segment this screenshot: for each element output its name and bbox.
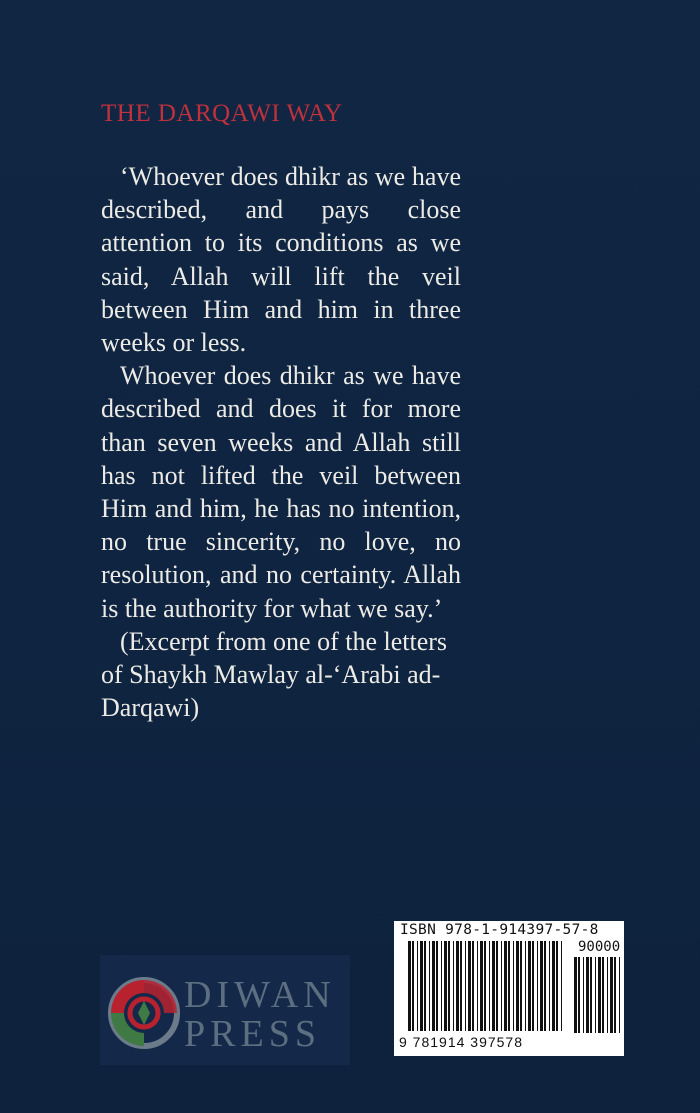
ean-bar-3 [420,941,423,1031]
ean-bar-29 [525,941,526,1031]
ean-bar-0 [408,941,411,1031]
diwan-press-emblem-icon [106,975,182,1051]
addon-bar-10 [614,957,616,1033]
ean-bar-11 [453,941,454,1031]
ean-bar-30 [528,941,531,1031]
emblem-red-segment [111,980,144,1013]
emblem-diamond [138,1001,150,1025]
ean-bar-16 [472,941,474,1031]
ean-bar-15 [468,941,471,1031]
ean-bar-33 [540,941,543,1031]
price-code: 90000 [578,939,621,955]
ean-bar-19 [484,941,486,1031]
addon-bar-9 [610,957,613,1033]
ean-bar-12 [456,941,459,1031]
addon-bar-1 [578,957,580,1033]
isbn-barcode [394,921,624,1056]
ean-bar-9 [444,941,447,1031]
ean-bar-24 [504,941,507,1031]
ean-bar-4 [424,941,426,1031]
ean-bar-6 [432,941,435,1031]
ean-bar-27 [516,941,519,1031]
ean-bar-26 [513,941,514,1031]
isbn-label: ISBN 978-1-914397-57-8 [400,922,599,938]
ean-bar-32 [537,941,538,1031]
addon-bar-11 [619,957,620,1033]
publisher-name-line1: DIWAN [184,974,336,1016]
ean-bar-37 [556,941,558,1031]
publisher-name-line2: PRESS [184,1013,321,1055]
ean-bar-2 [417,941,418,1031]
ean-bar-25 [508,941,510,1031]
ean-bar-36 [552,941,555,1031]
ean-bar-10 [448,941,450,1031]
ean-bar-21 [492,941,495,1031]
emblem-green-segment [111,1013,144,1046]
ean-bar-38 [561,941,562,1031]
ean-bar-5 [429,941,430,1031]
addon-bar-6 [598,957,601,1033]
addon-bar-2 [583,957,584,1033]
ean-bar-22 [496,941,498,1031]
ean-bar-7 [436,941,438,1031]
ean-bar-18 [480,941,483,1031]
ean-bar-1 [412,941,414,1031]
ean-bar-31 [532,941,534,1031]
addon-bar-5 [595,957,596,1033]
ean-bar-23 [501,941,502,1031]
ean-bar-14 [465,941,466,1031]
blurb-excerpt-note: (Excerpt from one of the letters of Shaykh Mawlay al-‘Arabi ad-Darqawi) [101,626,448,723]
ean-bar-13 [460,941,462,1031]
blurb [101,160,461,724]
publisher-logo [100,955,350,1065]
addon-bar-8 [607,957,608,1033]
ean-digits: 9 781914 397578 [399,1034,523,1050]
addon-bar-7 [602,957,604,1033]
ean-bar-34 [544,941,546,1031]
ean-bar-20 [489,941,490,1031]
ean-bar-28 [520,941,522,1031]
ean-bar-17 [477,941,478,1031]
addon-bar-0 [574,957,577,1033]
ean-bar-8 [441,941,442,1031]
book-title: THE DARQAWI WAY [101,100,343,127]
blurb-paragraph-2: Whoever does dhikr as we have described and does it for more than seven weeks and Allah still has not lifted the veil between Him and him, he has no intention, no true sincerity, no love, no resolution, and no certainty. Allah is the authority for what we say.’ [101,361,461,623]
blurb-paragraph-1: ‘Whoever does dhikr as we have described, and pays close attention to its conditions as we said, Allah will lift the veil between Him and him in three weeks or less. [101,162,461,358]
addon-bar-3 [586,957,589,1033]
emblem-red-segment-2 [144,980,177,1013]
ean-bar-35 [549,941,550,1031]
addon-bar-4 [590,957,592,1033]
